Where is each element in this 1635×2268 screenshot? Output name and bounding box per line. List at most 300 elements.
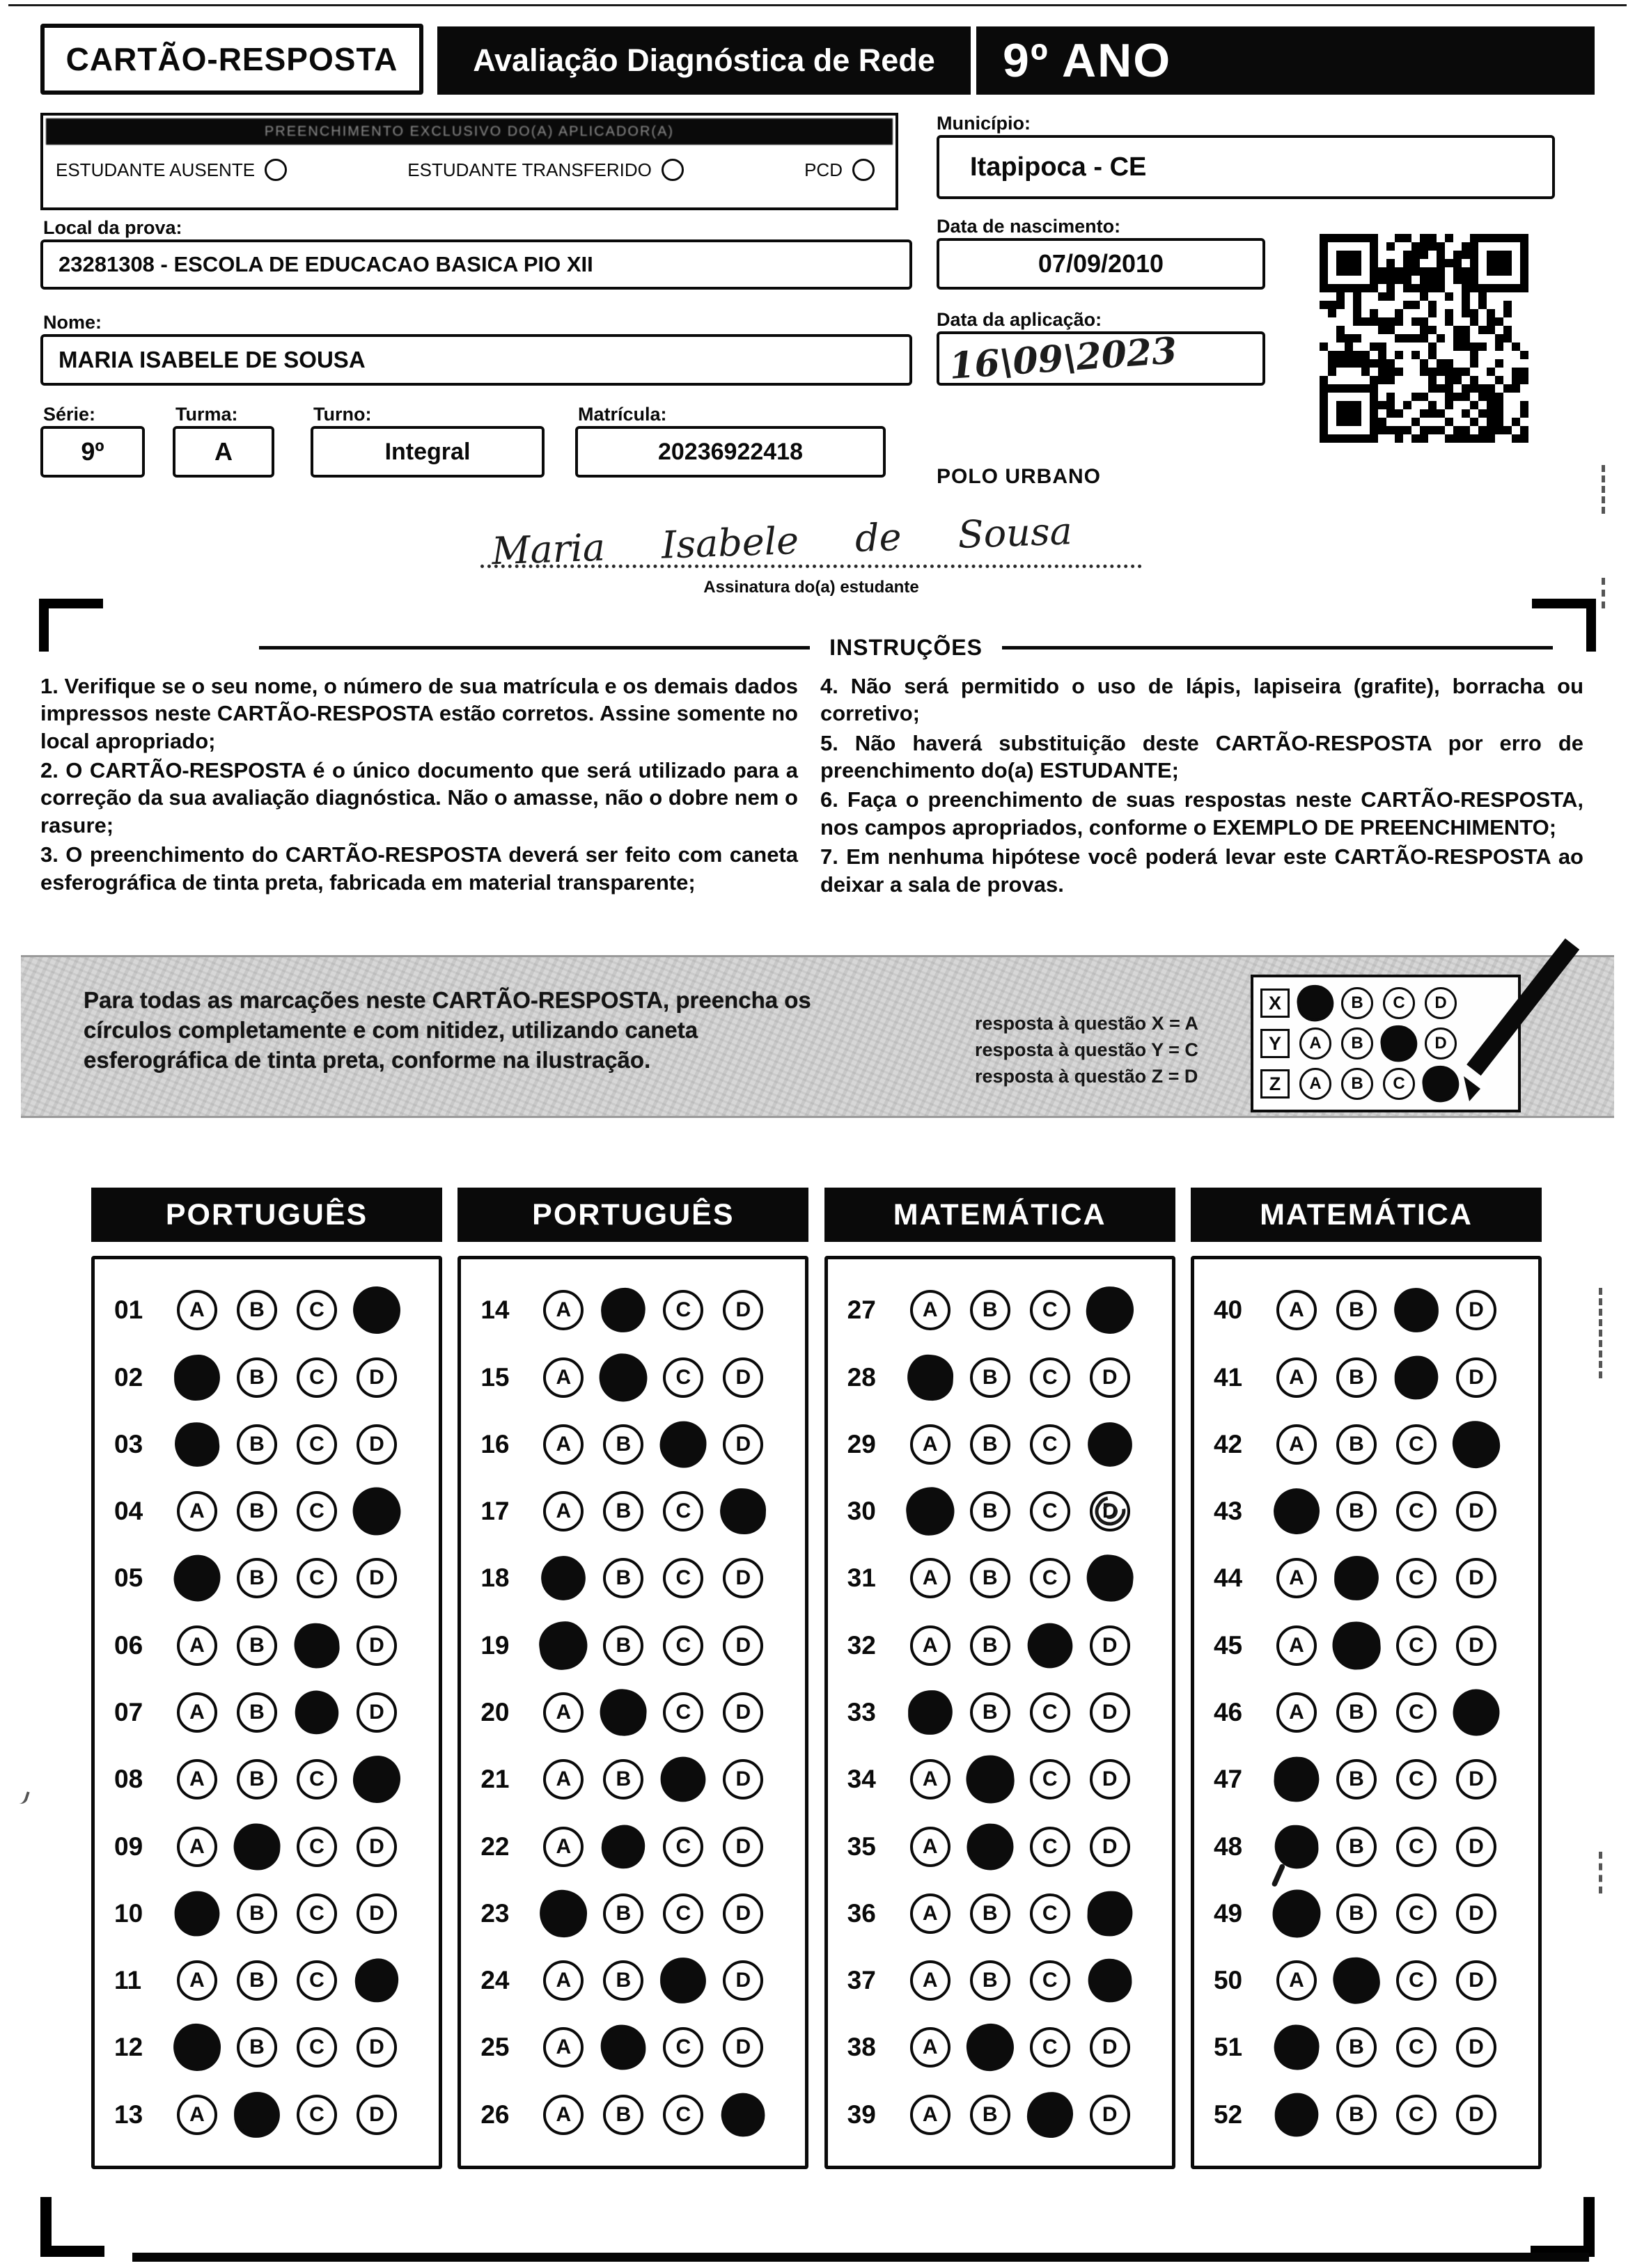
bubble-19-A[interactable] [536, 1619, 590, 1673]
bubble-38-B[interactable] [963, 2021, 1017, 2074]
bubble-13-B[interactable] [234, 2092, 280, 2138]
bubble-33-B[interactable]: B [970, 1692, 1010, 1733]
bubble-20-B[interactable] [599, 1687, 648, 1737]
answer-row-34 [847, 1759, 1172, 1800]
option-pcd [804, 159, 875, 181]
option-estudante-ausente [56, 159, 287, 181]
bubble-04-A[interactable]: A [177, 1491, 217, 1531]
question-number: 52 [1213, 2100, 1243, 2129]
question-number: 30 [847, 1497, 876, 1526]
bubble-34-A[interactable]: A [910, 1759, 951, 1800]
bubble-15-C[interactable]: C [663, 1357, 703, 1398]
question-number: 23 [480, 1898, 510, 1928]
bubble-51-D[interactable]: D [1456, 2027, 1496, 2068]
bubble-06-C[interactable] [292, 1621, 341, 1669]
bubble-41-A[interactable]: A [1276, 1357, 1317, 1398]
bubble-24-B[interactable]: B [603, 1960, 643, 2001]
bubble-30-B[interactable]: B [970, 1491, 1010, 1531]
bubble-45-D[interactable]: D [1456, 1625, 1496, 1666]
applicator-bar-text: PREENCHIMENTO EXCLUSIVO DO(A) APLICADOR(A) [46, 118, 893, 145]
bubble-17-D[interactable] [719, 1488, 767, 1535]
question-number: 38 [847, 2033, 876, 2062]
bubble-09-D[interactable]: D [357, 1827, 397, 1867]
nascimento-value: 07/09/2010 [937, 238, 1265, 290]
bubble-42-A[interactable]: A [1276, 1424, 1317, 1465]
bubble-52-A[interactable] [1275, 2093, 1319, 2136]
answer-grid [824, 1256, 1175, 2169]
instruction-item: 3. O preenchimento do CARTÃO-RESPOSTA deverá ser feito com caneta esferográfica de tinta preta, fabricada em material transparente; [40, 842, 798, 895]
municipio-value: Itapipoca - CE [937, 135, 1555, 199]
question-number: 12 [114, 2033, 143, 2062]
bubble-34-C[interactable]: C [1030, 1759, 1070, 1800]
bubble-36-D[interactable] [1086, 1890, 1133, 1937]
bubble-04-C[interactable]: C [297, 1491, 337, 1531]
bubble-06-A[interactable]: A [177, 1625, 217, 1666]
bubble-13-C[interactable]: C [297, 2095, 337, 2135]
scan-artifact [1599, 1852, 1602, 1893]
bubble-15-B[interactable] [597, 1350, 650, 1404]
question-number: 10 [114, 1898, 143, 1928]
answer-row-11 [114, 1960, 439, 2001]
bubble-03-B[interactable]: B [237, 1424, 277, 1465]
bubble-52-C[interactable]: C [1396, 2095, 1437, 2135]
bubble-42-B[interactable]: B [1336, 1424, 1377, 1465]
bubble-20-D[interactable]: D [723, 1692, 763, 1733]
answer-row-31 [847, 1558, 1172, 1598]
grade-banner: 9º ANO [976, 26, 1595, 95]
bubble-10-D[interactable]: D [357, 1893, 397, 1934]
local-label: Local da prova: [43, 217, 182, 238]
bubble-29-A[interactable]: A [910, 1424, 951, 1465]
option-label: ESTUDANTE AUSENTE [56, 159, 256, 180]
instruction-item: 7. Em nenhuma hipótese você poderá levar este CARTÃO-RESPOSTA ao deixar a sala de provas. [820, 844, 1583, 897]
bubble-14-B[interactable] [600, 1286, 648, 1334]
bubble-02-D[interactable]: D [357, 1357, 397, 1398]
bubble-41-C[interactable] [1394, 1355, 1439, 1400]
bubble-23-B[interactable]: B [603, 1893, 643, 1934]
bubble-39-C[interactable] [1026, 2090, 1074, 2139]
bubble-52-B[interactable]: B [1336, 2095, 1377, 2135]
bubble-02-A[interactable] [174, 1354, 221, 1401]
answer-section [824, 1188, 1175, 2169]
bubble-29-B[interactable]: B [970, 1424, 1010, 1465]
bubble-06-B[interactable]: B [237, 1625, 277, 1666]
bubble-50-C[interactable]: C [1396, 1960, 1437, 2001]
question-number: 34 [847, 1765, 876, 1794]
bubble-46-A[interactable]: A [1276, 1692, 1317, 1733]
instructions-header [259, 635, 1553, 661]
bubble-25-B[interactable] [600, 2024, 646, 2070]
bubble-31-A[interactable]: A [910, 1558, 951, 1598]
bubble-21-D[interactable]: D [723, 1759, 763, 1800]
bubble-01-D[interactable] [352, 1285, 402, 1335]
bubble-36-C[interactable]: C [1030, 1893, 1070, 1934]
aplicacao-label: Data da aplicação: [937, 309, 1102, 330]
bubble-07-D[interactable]: D [357, 1692, 397, 1733]
aplicacao-field [937, 331, 1265, 386]
answer-row-15 [480, 1357, 805, 1398]
example-grid [1251, 975, 1521, 1112]
bubble-18-A[interactable] [540, 1555, 587, 1602]
question-number: 06 [114, 1630, 143, 1660]
bracket-top-left [39, 599, 103, 652]
bubble-03-A[interactable] [173, 1420, 221, 1469]
bubble-10-B[interactable]: B [237, 1893, 277, 1934]
signature-label: Assinatura do(a) estudante [703, 578, 919, 597]
bubble-16-B[interactable]: B [603, 1424, 643, 1465]
answer-row-20 [480, 1692, 805, 1733]
bubble-18-D[interactable]: D [723, 1558, 763, 1598]
bubble-25-C[interactable]: C [663, 2027, 703, 2068]
bubble-22-A[interactable]: A [543, 1827, 584, 1867]
bubble-40-C[interactable] [1394, 1288, 1439, 1333]
bubble-38-C[interactable]: C [1030, 2027, 1070, 2068]
answer-row-48 [1214, 1827, 1538, 1867]
bubble-13-A[interactable]: A [177, 2095, 217, 2135]
bubble-48-C[interactable]: C [1396, 1827, 1437, 1867]
question-number: 49 [1213, 1898, 1243, 1928]
question-number: 19 [480, 1630, 510, 1660]
bubble-01-A[interactable]: A [177, 1290, 217, 1330]
answer-row-05 [114, 1558, 439, 1598]
bubble-30-C[interactable]: C [1030, 1491, 1070, 1531]
bubble-51-C[interactable]: C [1396, 2027, 1437, 2068]
bubble-07-A[interactable]: A [177, 1692, 217, 1733]
scan-artifact [1599, 1288, 1602, 1378]
bubble-45-C[interactable]: C [1396, 1625, 1437, 1666]
bubble-26-B[interactable]: B [603, 2095, 643, 2135]
bubble-49-B[interactable]: B [1336, 1893, 1377, 1934]
bubble-30-A[interactable] [903, 1485, 957, 1538]
bubble-11-D[interactable] [352, 1956, 401, 2005]
instructions-right [820, 672, 1583, 900]
answer-section-title: MATEMÁTICA [1191, 1188, 1542, 1242]
bubble-27-C[interactable]: C [1030, 1290, 1070, 1330]
bubble-08-B[interactable]: B [237, 1759, 277, 1800]
answer-row-13 [114, 2095, 439, 2135]
question-number: 33 [847, 1697, 876, 1726]
bubble-28-D[interactable]: D [1090, 1357, 1130, 1398]
question-number: 46 [1213, 1697, 1243, 1726]
bubble-31-B[interactable]: B [970, 1558, 1010, 1598]
signature-handwriting: Maria Isabele de Sousa [491, 509, 1073, 574]
bubble-16-A[interactable]: A [543, 1424, 584, 1465]
bubble-05-A[interactable] [173, 1554, 221, 1602]
bubble-31-C[interactable]: C [1030, 1558, 1070, 1598]
bubble-47-D[interactable]: D [1456, 1759, 1496, 1800]
bubble-48-B[interactable]: B [1336, 1827, 1377, 1867]
bubble-38-A[interactable]: A [910, 2027, 951, 2068]
question-number: 37 [847, 1966, 876, 1995]
bubble-49-C[interactable]: C [1396, 1893, 1437, 1934]
bubble-43-B[interactable]: B [1336, 1491, 1377, 1531]
question-number: 43 [1213, 1497, 1243, 1526]
bubble-17-A[interactable]: A [543, 1491, 584, 1531]
bubble-01-B[interactable]: B [237, 1290, 277, 1330]
question-number: 15 [480, 1362, 510, 1392]
bubble-46-D[interactable] [1450, 1686, 1503, 1739]
bubble-26-C[interactable]: C [663, 2095, 703, 2135]
bubble-24-C[interactable] [660, 1958, 707, 2004]
bubble-48-A[interactable] [1274, 1824, 1320, 1869]
bubble-28-C[interactable]: C [1030, 1357, 1070, 1398]
question-number: 07 [114, 1697, 143, 1726]
card-title: CARTÃO-RESPOSTA [40, 24, 423, 95]
bubble-35-D[interactable]: D [1090, 1827, 1130, 1867]
answer-row-52 [1214, 2095, 1538, 2135]
answer-row-17 [480, 1491, 805, 1531]
bubble-34-D[interactable]: D [1090, 1759, 1130, 1800]
bubble-08-A[interactable]: A [177, 1759, 217, 1800]
bubble-21-B[interactable]: B [603, 1759, 643, 1800]
bubble-37-A[interactable]: A [910, 1960, 951, 2001]
question-number: 09 [114, 1832, 143, 1861]
question-number: 35 [847, 1832, 876, 1861]
question-number: 39 [847, 2100, 876, 2129]
bubble-49-D[interactable]: D [1456, 1893, 1496, 1934]
bubble-24-D[interactable]: D [723, 1960, 763, 2001]
answer-row-36 [847, 1893, 1172, 1934]
nome-label: Nome: [43, 312, 102, 333]
bubble-12-B[interactable]: B [237, 2027, 277, 2068]
answer-sections [91, 1188, 1542, 2169]
bubble-21-A[interactable]: A [543, 1759, 584, 1800]
bubble-17-C[interactable]: C [663, 1491, 703, 1531]
bubble-09-B[interactable] [233, 1822, 281, 1871]
example-bubble-Y-D: D [1425, 1027, 1457, 1060]
bubble-12-C[interactable]: C [297, 2027, 337, 2068]
bubble-32-C[interactable] [1027, 1623, 1072, 1668]
bubble-32-A[interactable]: A [910, 1625, 951, 1666]
answer-row-08 [114, 1759, 439, 1800]
bubble-10-C[interactable]: C [297, 1893, 337, 1934]
answer-row-44 [1214, 1558, 1538, 1598]
bubble-03-C[interactable]: C [297, 1424, 337, 1465]
bubble-34-B[interactable] [964, 1754, 1016, 1806]
matricula-value: 20236922418 [575, 426, 886, 478]
scan-edge-line [8, 4, 1627, 6]
bubble-29-D[interactable] [1087, 1422, 1133, 1467]
rule-left [259, 646, 810, 649]
answer-grid [457, 1256, 808, 2169]
bubble-28-B[interactable]: B [970, 1357, 1010, 1398]
bubble-36-A[interactable]: A [910, 1893, 951, 1934]
bubble-10-A[interactable] [174, 1890, 221, 1937]
bubble-23-A[interactable] [538, 1887, 590, 1939]
bubble-02-B[interactable]: B [237, 1357, 277, 1398]
instruction-item: 1. Verifique se o seu nome, o número de sua matrícula e os demais dados impressos neste CARTÃO-RESPOSTA estão corretos. Assine somente no local apropriado; [40, 674, 798, 753]
bubble-27-B[interactable]: B [970, 1290, 1010, 1330]
bubble-33-A[interactable] [908, 1690, 953, 1735]
question-number: 17 [480, 1497, 510, 1526]
bubble-52-D[interactable]: D [1456, 2095, 1496, 2135]
answer-row-21 [480, 1759, 805, 1800]
bubble-09-C[interactable]: C [297, 1827, 337, 1867]
bubble-27-A[interactable]: A [910, 1290, 951, 1330]
bubble-32-B[interactable]: B [970, 1625, 1010, 1666]
bubble-33-C[interactable]: C [1030, 1692, 1070, 1733]
bubble-43-D[interactable]: D [1456, 1491, 1496, 1531]
answer-row-04 [114, 1491, 439, 1531]
bubble-41-B[interactable]: B [1336, 1357, 1377, 1398]
bubble-37-C[interactable]: C [1030, 1960, 1070, 2001]
bubble-19-C[interactable]: C [663, 1625, 703, 1666]
bubble-14-C[interactable]: C [663, 1290, 703, 1330]
bubble-51-A[interactable] [1272, 2023, 1321, 2072]
bubble-50-D[interactable]: D [1456, 1960, 1496, 2001]
bubble-35-C[interactable]: C [1030, 1827, 1070, 1867]
bubble-17-B[interactable]: B [603, 1491, 643, 1531]
bubble-16-D[interactable]: D [723, 1424, 763, 1465]
bubble-47-C[interactable]: C [1396, 1759, 1437, 1800]
bubble-49-A[interactable] [1272, 1889, 1321, 1938]
bubble-44-D[interactable]: D [1456, 1558, 1496, 1598]
bubble-11-B[interactable]: B [237, 1960, 277, 2001]
bubble-48-D[interactable]: D [1456, 1827, 1496, 1867]
bubble-42-C[interactable]: C [1396, 1424, 1437, 1465]
bubble-43-A[interactable] [1272, 1486, 1322, 1536]
bubble-50-B[interactable] [1331, 1955, 1383, 2007]
bubble-23-D[interactable]: D [723, 1893, 763, 1934]
question-number: 45 [1213, 1630, 1243, 1660]
turma-value: A [173, 426, 274, 478]
instructions-title: INSTRUÇÕES [829, 635, 983, 660]
bubble-35-A[interactable]: A [910, 1827, 951, 1867]
bubble-09-A[interactable]: A [177, 1827, 217, 1867]
bottom-scan-bar [132, 2253, 1589, 2262]
bubble-03-D[interactable]: D [357, 1424, 397, 1465]
question-number: 05 [114, 1564, 143, 1593]
bubble-45-B[interactable] [1331, 1620, 1382, 1671]
bubble-07-B[interactable]: B [237, 1692, 277, 1733]
turno-value: Integral [311, 426, 545, 478]
bubble-37-D[interactable] [1087, 1958, 1133, 2003]
bubble-21-C[interactable] [660, 1756, 706, 1802]
bubble-38-D[interactable]: D [1090, 2027, 1130, 2068]
bubble-04-B[interactable]: B [237, 1491, 277, 1531]
question-number: 42 [1213, 1429, 1243, 1458]
bubble-40-B[interactable]: B [1336, 1290, 1377, 1330]
bubble-08-D[interactable] [352, 1755, 401, 1804]
bubble-29-C[interactable]: C [1030, 1424, 1070, 1465]
bubble-31-D[interactable] [1084, 1553, 1134, 1603]
example-bubble-X-C: C [1383, 987, 1415, 1019]
bubble-14-A[interactable]: A [543, 1290, 584, 1330]
bubble-28-A[interactable] [906, 1353, 954, 1401]
bubble-25-D[interactable]: D [723, 2027, 763, 2068]
example-row-label: Y [1260, 1029, 1290, 1058]
bubble-23-C[interactable]: C [663, 1893, 703, 1934]
nome-value: MARIA ISABELE DE SOUSA [40, 334, 912, 386]
answer-row-41 [1214, 1357, 1538, 1398]
bubble-40-A[interactable]: A [1276, 1290, 1317, 1330]
bubble-22-D[interactable]: D [723, 1827, 763, 1867]
bubble-47-A[interactable] [1273, 1756, 1320, 1803]
bubble-02-C[interactable]: C [297, 1357, 337, 1398]
transferido-circle[interactable] [662, 159, 684, 181]
bubble-24-A[interactable]: A [543, 1960, 584, 2001]
bubble-05-D[interactable]: D [357, 1558, 397, 1598]
bubble-32-D[interactable]: D [1090, 1625, 1130, 1666]
bubble-44-C[interactable]: C [1396, 1558, 1437, 1598]
bubble-42-D[interactable] [1450, 1419, 1503, 1471]
bubble-11-A[interactable]: A [177, 1960, 217, 2001]
instruction-item: 4. Não será permitido o uso de lápis, lapiseira (grafite), borracha ou corretivo; [820, 674, 1583, 726]
bubble-01-C[interactable]: C [297, 1290, 337, 1330]
answer-row-06 [114, 1625, 439, 1666]
bubble-18-B[interactable]: B [603, 1558, 643, 1598]
bubble-15-D[interactable]: D [723, 1357, 763, 1398]
bubble-15-A[interactable]: A [543, 1357, 584, 1398]
bubble-18-C[interactable]: C [663, 1558, 703, 1598]
bubble-19-B[interactable]: B [603, 1625, 643, 1666]
answer-row-28 [847, 1357, 1172, 1398]
bubble-12-D[interactable]: D [357, 2027, 397, 2068]
bubble-39-B[interactable]: B [970, 2095, 1010, 2135]
question-number: 21 [480, 1765, 510, 1794]
bubble-05-B[interactable]: B [237, 1558, 277, 1598]
bubble-41-D[interactable]: D [1456, 1357, 1496, 1398]
bubble-16-C[interactable] [659, 1420, 707, 1468]
bubble-37-B[interactable]: B [970, 1960, 1010, 2001]
bubble-33-D[interactable]: D [1090, 1692, 1130, 1733]
bubble-43-C[interactable]: C [1396, 1491, 1437, 1531]
bubble-04-D[interactable] [350, 1485, 403, 1538]
bubble-46-C[interactable]: C [1396, 1692, 1437, 1733]
bubble-26-A[interactable]: A [543, 2095, 584, 2135]
bubble-25-A[interactable]: A [543, 2027, 584, 2068]
answer-row-40 [1214, 1290, 1538, 1330]
bubble-07-C[interactable] [292, 1688, 342, 1738]
answer-section-title: MATEMÁTICA [824, 1188, 1175, 1242]
bubble-20-A[interactable]: A [543, 1692, 584, 1733]
answer-row-50 [1214, 1960, 1538, 2001]
bubble-30-D[interactable]: D [1090, 1491, 1130, 1531]
option-estudante-transferido [407, 159, 684, 181]
bubble-08-C[interactable]: C [297, 1759, 337, 1800]
example-bubble-Y-B: B [1341, 1027, 1373, 1060]
bubble-11-C[interactable]: C [297, 1960, 337, 2001]
bubble-22-B[interactable] [600, 1822, 648, 1871]
bubble-12-A[interactable] [171, 2022, 223, 2074]
bubble-44-B[interactable] [1334, 1556, 1379, 1601]
bubble-51-B[interactable]: B [1336, 2027, 1377, 2068]
bubble-19-D[interactable]: D [723, 1625, 763, 1666]
bubble-22-C[interactable]: C [663, 1827, 703, 1867]
bubble-40-D[interactable]: D [1456, 1290, 1496, 1330]
answer-row-23 [480, 1893, 805, 1934]
bubble-14-D[interactable]: D [723, 1290, 763, 1330]
bubble-44-A[interactable]: A [1276, 1558, 1317, 1598]
bubble-39-D[interactable]: D [1090, 2095, 1130, 2135]
bubble-45-A[interactable]: A [1276, 1625, 1317, 1666]
bubble-06-D[interactable]: D [357, 1625, 397, 1666]
bubble-36-B[interactable]: B [970, 1893, 1010, 1934]
bubble-35-B[interactable] [964, 1820, 1016, 1873]
ausente-circle[interactable] [265, 159, 287, 181]
answer-row-35 [847, 1827, 1172, 1867]
bubble-26-D[interactable] [720, 2091, 767, 2138]
pcd-circle[interactable] [852, 159, 875, 181]
bubble-05-C[interactable]: C [297, 1558, 337, 1598]
bubble-20-C[interactable]: C [663, 1692, 703, 1733]
bubble-50-A[interactable]: A [1276, 1960, 1317, 2001]
bubble-39-A[interactable]: A [910, 2095, 951, 2135]
bubble-47-B[interactable]: B [1336, 1759, 1377, 1800]
bubble-27-D[interactable] [1083, 1284, 1136, 1337]
bubble-13-D[interactable]: D [357, 2095, 397, 2135]
bubble-46-B[interactable]: B [1336, 1692, 1377, 1733]
